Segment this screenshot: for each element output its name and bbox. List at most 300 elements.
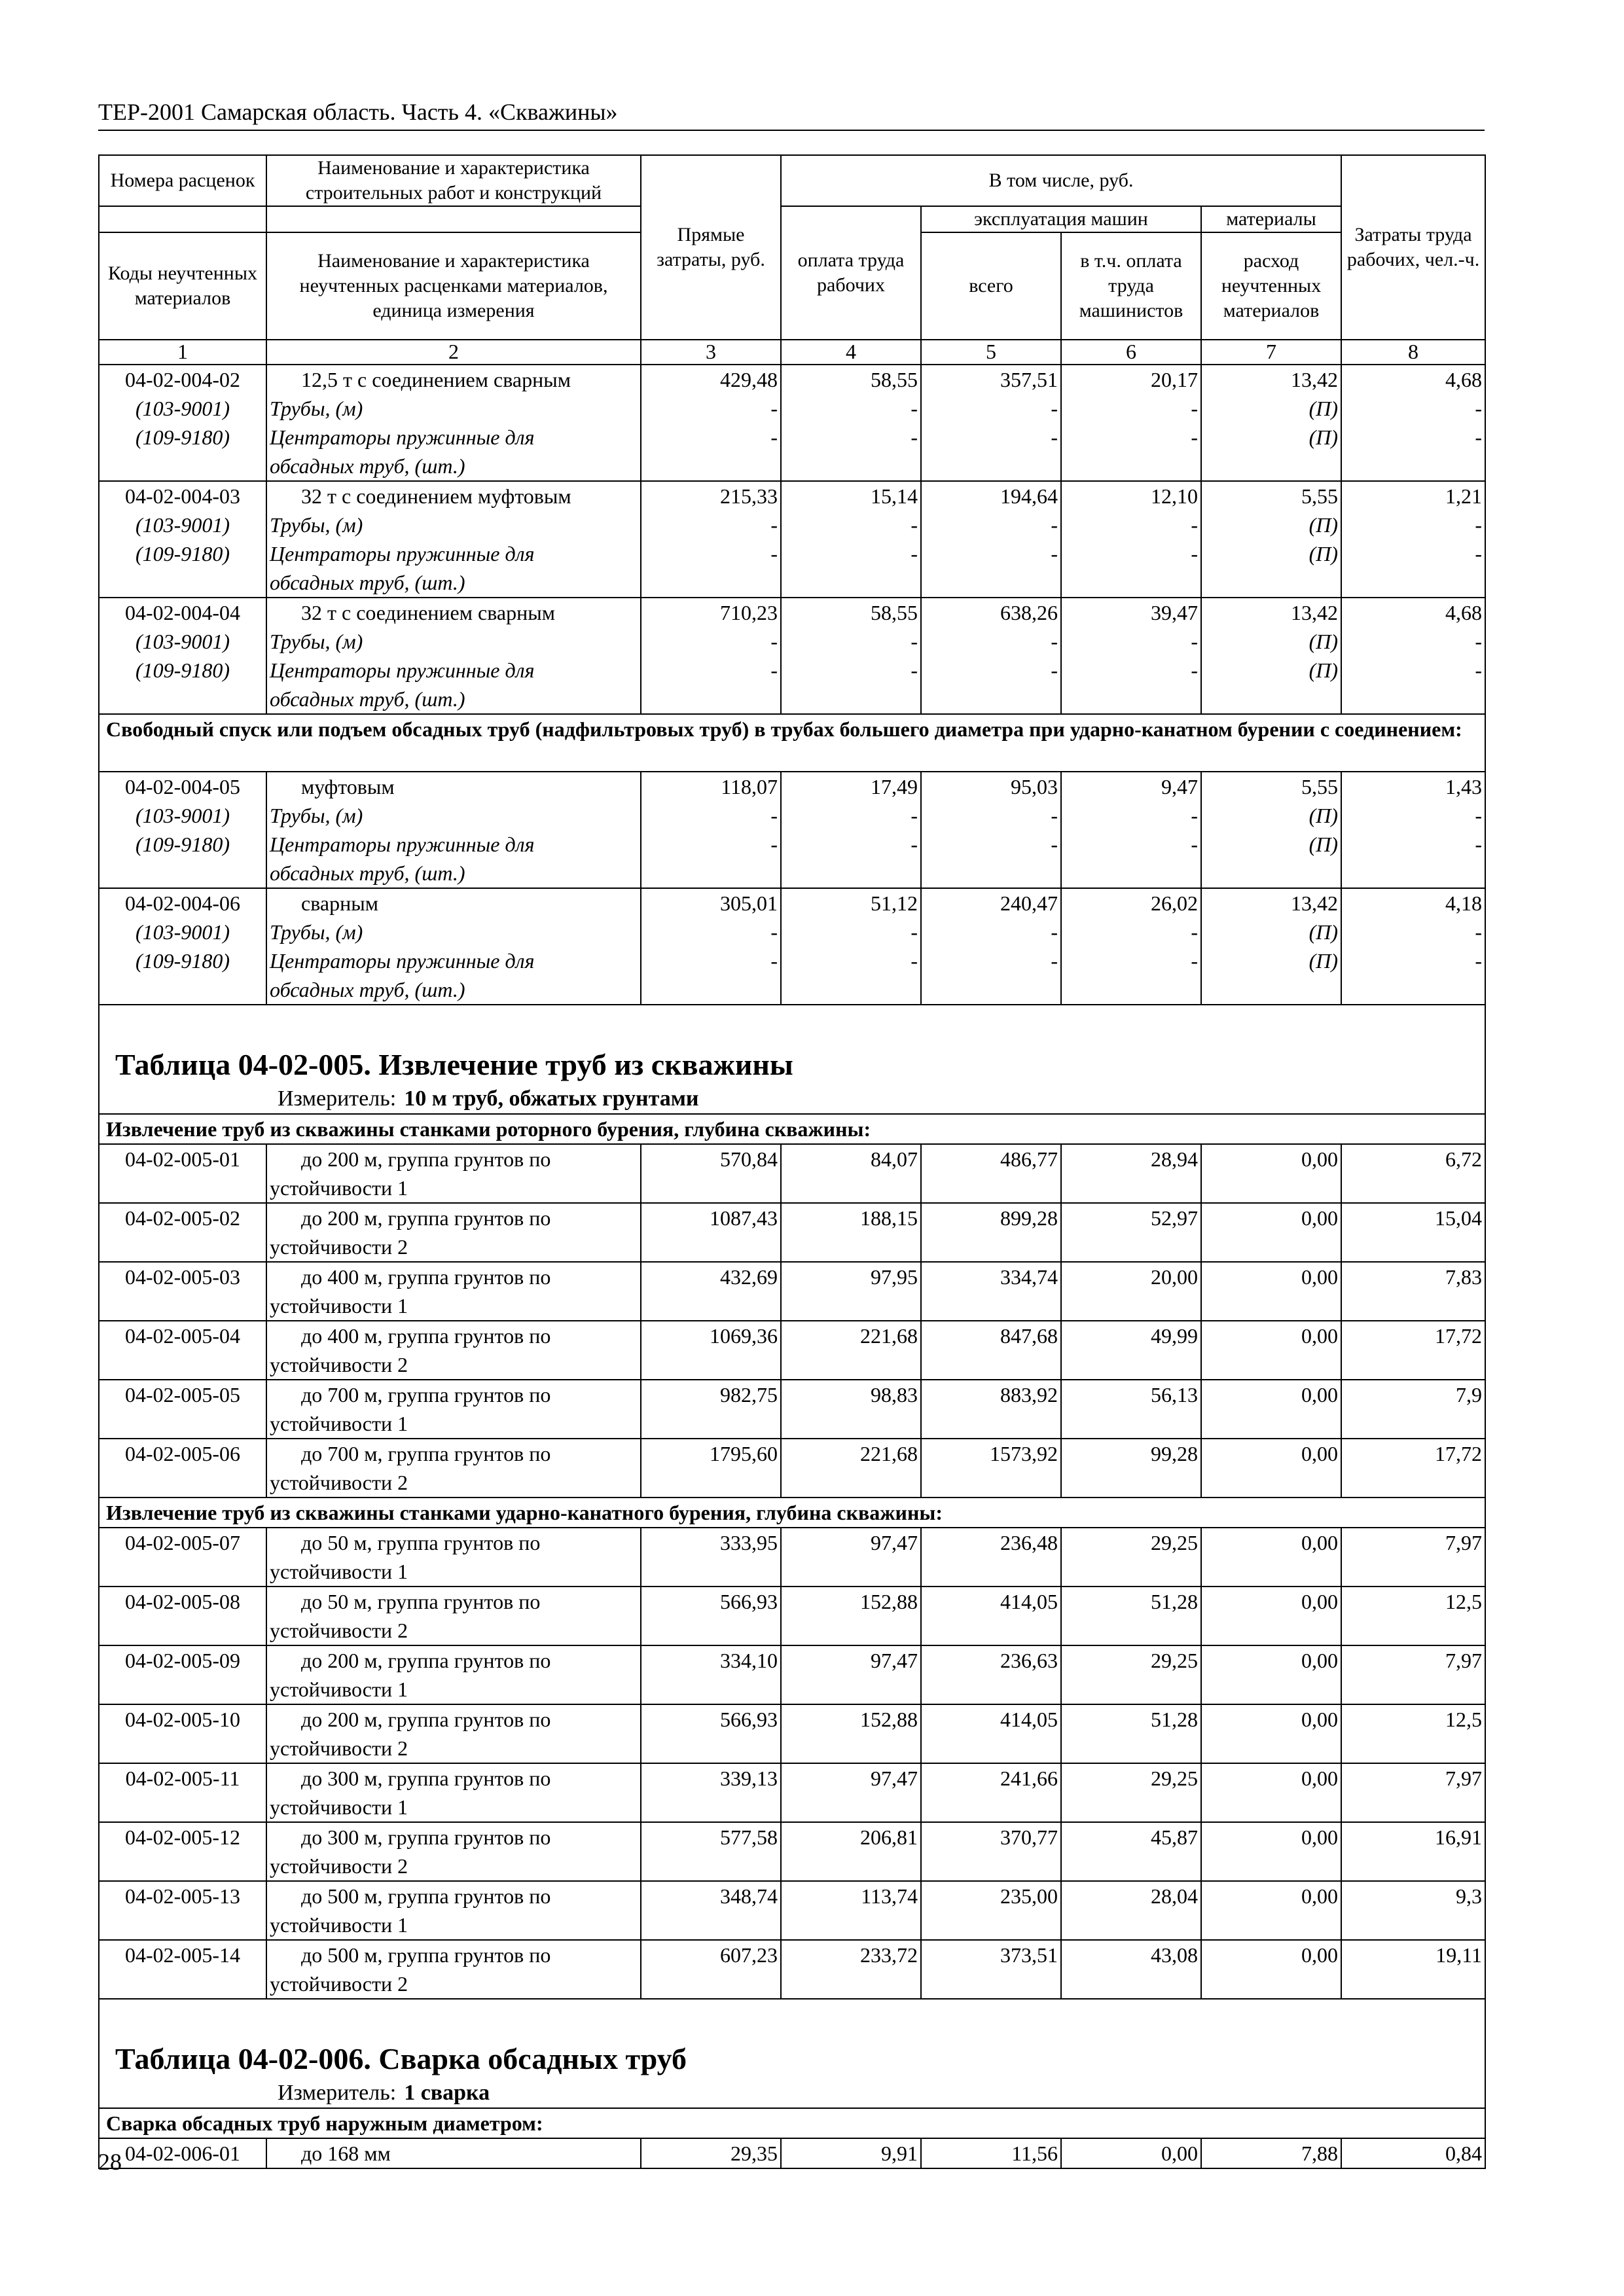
empty-cell [921, 1350, 1061, 1380]
labor-cost-cell: - [1341, 801, 1485, 830]
materials-cell: (П) [1201, 801, 1341, 830]
direct-cost-cell: 982,75 [641, 1380, 781, 1409]
empty-cell [921, 975, 1061, 1005]
material-code: (109-9180) [99, 539, 266, 568]
labor-cost-cell: 6,72 [1341, 1144, 1485, 1174]
empty-cell [1061, 1793, 1201, 1822]
materials-cell: 0,00 [1201, 1439, 1341, 1468]
empty-cell [781, 685, 921, 714]
direct-cost-cell: - [641, 627, 781, 656]
empty-cell [99, 1174, 266, 1203]
empty-cell [921, 1910, 1061, 1940]
col-header-labor-pay: оплата труда рабочих [781, 206, 921, 340]
empty-cell [99, 1232, 266, 1262]
empty-cell [1341, 1468, 1485, 1498]
machine-driver-pay-cell: - [1061, 539, 1201, 568]
labor-pay-cell: - [781, 801, 921, 830]
empty-cell [99, 1468, 266, 1498]
machine-driver-pay-cell: 39,47 [1061, 598, 1201, 627]
machines-total-cell: 240,47 [921, 888, 1061, 918]
machines-total-cell: - [921, 394, 1061, 423]
rate-code: 04-02-005-04 [99, 1321, 266, 1350]
labor-pay-cell: 152,88 [781, 1587, 921, 1616]
page-header: ТЕР-2001 Самарская область. Часть 4. «Скважины» [98, 99, 618, 125]
material-code: (109-9180) [99, 423, 266, 452]
empty-cell [1341, 568, 1485, 598]
machines-total-cell: 236,63 [921, 1645, 1061, 1675]
empty-cell [641, 1969, 781, 1999]
machine-driver-pay-cell: 45,87 [1061, 1822, 1201, 1852]
machines-total-cell: 883,92 [921, 1380, 1061, 1409]
empty-cell [1201, 1852, 1341, 1881]
direct-cost-cell: - [641, 423, 781, 452]
material-name: обсадных труб, (шт.) [266, 859, 641, 888]
table-row [99, 2138, 1485, 2168]
rate-name: до 400 м, группа грунтов по [266, 1321, 641, 1350]
section-row [99, 1498, 1485, 1528]
machines-total-cell: 414,05 [921, 1704, 1061, 1734]
machine-driver-pay-cell: 29,25 [1061, 1528, 1201, 1557]
materials-cell: 0,00 [1201, 1940, 1341, 1969]
labor-pay-cell: 58,55 [781, 365, 921, 394]
machines-total-cell: - [921, 946, 1061, 975]
table-row [99, 1822, 1485, 1852]
material-name: обсадных труб, (шт.) [266, 975, 641, 1005]
rate-name-continued: устойчивости 1 [266, 1291, 641, 1321]
column-numbers-row [99, 340, 1485, 365]
empty-cell [641, 452, 781, 481]
labor-pay-cell: - [781, 511, 921, 539]
table-row [99, 481, 1485, 511]
material-row [99, 656, 1485, 685]
empty-cell [99, 975, 266, 1005]
col-header-machines: эксплуатация машин [921, 206, 1201, 232]
rate-code: 04-02-004-02 [99, 365, 266, 394]
materials-cell: 0,00 [1201, 1587, 1341, 1616]
direct-cost-cell: 118,07 [641, 772, 781, 801]
machine-driver-pay-cell: 49,99 [1061, 1321, 1201, 1350]
rate-name: до 300 м, группа грунтов по [266, 1763, 641, 1793]
col-header-machines-total: всего [921, 232, 1061, 340]
empty-cell [641, 1557, 781, 1587]
machines-total-cell: 847,68 [921, 1321, 1061, 1350]
col-header-labor-costs: Затраты труда рабочих, чел.-ч. [1341, 155, 1485, 340]
material-name: Трубы, (м) [266, 627, 641, 656]
empty-cell [1341, 1616, 1485, 1645]
empty-cell [921, 1675, 1061, 1704]
empty-cell [1061, 1910, 1201, 1940]
rate-name: до 200 м, группа грунтов по [266, 1203, 641, 1232]
rate-name: до 50 м, группа грунтов по [266, 1528, 641, 1557]
rate-name: до 700 м, группа грунтов по [266, 1439, 641, 1468]
empty-cell [641, 1793, 781, 1822]
material-row [99, 423, 1485, 452]
empty-cell [781, 859, 921, 888]
machine-driver-pay-cell: - [1061, 627, 1201, 656]
section-heading: Сварка обсадных труб наружным диаметром: [99, 2108, 1485, 2138]
direct-cost-cell: 429,48 [641, 365, 781, 394]
machines-total-cell: 235,00 [921, 1881, 1061, 1910]
col-header-work-name: Наименование и характеристика строительных работ и конструкций [266, 155, 641, 206]
rate-name: сварным [266, 888, 641, 918]
column-number: 8 [1341, 340, 1485, 365]
rate-name-continued: устойчивости 1 [266, 1675, 641, 1704]
machines-total-cell: 1573,92 [921, 1439, 1061, 1468]
machines-total-cell: 95,03 [921, 772, 1061, 801]
labor-cost-cell: - [1341, 656, 1485, 685]
labor-pay-cell: 9,91 [781, 2138, 921, 2168]
rate-name: до 168 мм [266, 2138, 641, 2168]
machine-driver-pay-cell: - [1061, 394, 1201, 423]
empty-cell [641, 568, 781, 598]
rate-name: 12,5 т с соединением сварным [266, 365, 641, 394]
table-row [99, 1645, 1485, 1675]
material-name: обсадных труб, (шт.) [266, 452, 641, 481]
page-number: 28 [98, 2149, 122, 2175]
materials-cell: (П) [1201, 539, 1341, 568]
rate-name: до 200 м, группа грунтов по [266, 1144, 641, 1174]
labor-pay-cell: 97,47 [781, 1645, 921, 1675]
empty-cell [641, 1291, 781, 1321]
rate-code: 04-02-005-06 [99, 1439, 266, 1468]
empty-cell [99, 685, 266, 714]
empty-cell [641, 1910, 781, 1940]
empty-cell [1061, 1174, 1201, 1203]
empty-cell [1341, 975, 1485, 1005]
direct-cost-cell: 215,33 [641, 481, 781, 511]
labor-pay-cell: - [781, 918, 921, 946]
direct-cost-cell: 348,74 [641, 1881, 781, 1910]
table-row [99, 1881, 1485, 1910]
labor-cost-cell: 7,97 [1341, 1528, 1485, 1557]
empty-cell [781, 568, 921, 598]
empty-cell [641, 1675, 781, 1704]
labor-pay-cell: 152,88 [781, 1704, 921, 1734]
rate-name: муфтовым [266, 772, 641, 801]
labor-pay-cell: - [781, 539, 921, 568]
rate-name: до 200 м, группа грунтов по [266, 1704, 641, 1734]
empty-cell [1341, 859, 1485, 888]
empty-cell [641, 1350, 781, 1380]
spacer-row [99, 1999, 1485, 2011]
empty-cell [1201, 1675, 1341, 1704]
empty-cell [1341, 1793, 1485, 1822]
rate-name: до 300 м, группа грунтов по [266, 1822, 641, 1852]
machines-total-cell: 236,48 [921, 1528, 1061, 1557]
table-row [99, 1380, 1485, 1409]
labor-pay-cell: 188,15 [781, 1203, 921, 1232]
labor-cost-cell: 9,3 [1341, 1881, 1485, 1910]
empty-cell [781, 1350, 921, 1380]
materials-cell: 0,00 [1201, 1380, 1341, 1409]
material-name: Трубы, (м) [266, 511, 641, 539]
materials-cell: 13,42 [1201, 598, 1341, 627]
direct-cost-cell: 1087,43 [641, 1203, 781, 1232]
empty-cell [921, 568, 1061, 598]
empty-cell [1201, 568, 1341, 598]
table-row-continued [99, 1291, 1485, 1321]
column-number: 3 [641, 340, 781, 365]
empty-cell [99, 1969, 266, 1999]
column-number: 4 [781, 340, 921, 365]
direct-cost-cell: 710,23 [641, 598, 781, 627]
machines-total-cell: - [921, 656, 1061, 685]
table-row-continued [99, 1675, 1485, 1704]
empty-cell [1341, 1409, 1485, 1439]
material-name: Центраторы пружинные для [266, 423, 641, 452]
table-row-continued [99, 1616, 1485, 1645]
empty-cell [1061, 975, 1201, 1005]
empty-cell [1341, 685, 1485, 714]
empty-cell [1201, 1468, 1341, 1498]
materials-cell: (П) [1201, 511, 1341, 539]
col-header-machine-driver-pay: в т.ч. оплата труда машинистов [1061, 232, 1201, 340]
direct-cost-cell: 333,95 [641, 1528, 781, 1557]
empty-cell [921, 452, 1061, 481]
table-row-continued [99, 1852, 1485, 1881]
empty-cell [1201, 1174, 1341, 1203]
direct-cost-cell: 339,13 [641, 1763, 781, 1793]
table-row [99, 1144, 1485, 1174]
materials-cell: 0,00 [1201, 1144, 1341, 1174]
material-row [99, 394, 1485, 423]
table-row-continued [99, 1350, 1485, 1380]
direct-cost-cell: - [641, 918, 781, 946]
empty-cell [641, 1174, 781, 1203]
empty-cell [99, 1675, 266, 1704]
material-code: (109-9180) [99, 830, 266, 859]
table-title-row [99, 2011, 1485, 2079]
empty-cell [1201, 1910, 1341, 1940]
empty-cell [1061, 1616, 1201, 1645]
empty-cell [1341, 1350, 1485, 1380]
machines-total-cell: - [921, 918, 1061, 946]
labor-cost-cell: - [1341, 511, 1485, 539]
direct-cost-cell: - [641, 801, 781, 830]
material-row [99, 946, 1485, 975]
rate-name-continued: устойчивости 1 [266, 1557, 641, 1587]
rates-table [98, 154, 1486, 2169]
material-row [99, 627, 1485, 656]
labor-pay-cell: 84,07 [781, 1144, 921, 1174]
rate-code: 04-02-005-14 [99, 1940, 266, 1969]
empty-cell [781, 1675, 921, 1704]
rate-name-continued: устойчивости 2 [266, 1852, 641, 1881]
materials-cell: (П) [1201, 394, 1341, 423]
machines-total-cell: 334,74 [921, 1262, 1061, 1291]
material-row-continued [99, 975, 1485, 1005]
empty-cell [781, 1969, 921, 1999]
material-name: Трубы, (м) [266, 801, 641, 830]
empty-cell [1201, 1232, 1341, 1262]
table-row [99, 1439, 1485, 1468]
empty-cell [99, 1409, 266, 1439]
labor-cost-cell: - [1341, 394, 1485, 423]
rate-name-continued: устойчивости 2 [266, 1969, 641, 1999]
empty-cell [921, 1852, 1061, 1881]
materials-cell: 0,00 [1201, 1763, 1341, 1793]
table-row [99, 1587, 1485, 1616]
rate-code: 04-02-004-04 [99, 598, 266, 627]
table-row-continued [99, 1969, 1485, 1999]
machines-total-cell: - [921, 830, 1061, 859]
table-row [99, 1262, 1485, 1291]
machine-driver-pay-cell: 43,08 [1061, 1940, 1201, 1969]
rate-name-continued: устойчивости 1 [266, 1409, 641, 1439]
rate-code: 04-02-005-05 [99, 1380, 266, 1409]
labor-pay-cell: 98,83 [781, 1380, 921, 1409]
material-name: Центраторы пружинные для [266, 830, 641, 859]
table-row [99, 1704, 1485, 1734]
labor-cost-cell: - [1341, 918, 1485, 946]
rate-code: 04-02-005-11 [99, 1763, 266, 1793]
machines-total-cell: - [921, 539, 1061, 568]
labor-cost-cell: 7,97 [1341, 1763, 1485, 1793]
direct-cost-cell: 1069,36 [641, 1321, 781, 1350]
rate-name-continued: устойчивости 2 [266, 1616, 641, 1645]
rate-name: до 500 м, группа грунтов по [266, 1881, 641, 1910]
rate-name: до 500 м, группа грунтов по [266, 1940, 641, 1969]
labor-pay-cell: 97,95 [781, 1262, 921, 1291]
labor-cost-cell: 7,9 [1341, 1380, 1485, 1409]
empty-cell [1061, 1557, 1201, 1587]
section-heading: Извлечение труб из скважины станками ударно-канатного бурения, глубина скважины: [99, 1498, 1485, 1528]
machine-driver-pay-cell: 12,10 [1061, 481, 1201, 511]
labor-pay-cell: 97,47 [781, 1763, 921, 1793]
labor-cost-cell: 1,43 [1341, 772, 1485, 801]
machine-driver-pay-cell: 20,00 [1061, 1262, 1201, 1291]
labor-cost-cell: 12,5 [1341, 1587, 1485, 1616]
machines-total-cell: 357,51 [921, 365, 1061, 394]
empty-cell [641, 1852, 781, 1881]
empty-cell [921, 1969, 1061, 1999]
empty-cell [1201, 975, 1341, 1005]
col-header-materials: материалы [1201, 206, 1341, 232]
rate-name-continued: устойчивости 1 [266, 1910, 641, 1940]
table-row [99, 1940, 1485, 1969]
empty-cell [1201, 1409, 1341, 1439]
empty-cell [1341, 1910, 1485, 1940]
material-name: Трубы, (м) [266, 394, 641, 423]
machines-total-cell: - [921, 801, 1061, 830]
table-row [99, 365, 1485, 394]
materials-cell: (П) [1201, 946, 1341, 975]
empty-cell [1061, 452, 1201, 481]
empty-cell [781, 1734, 921, 1763]
direct-cost-cell: - [641, 946, 781, 975]
material-row [99, 801, 1485, 830]
machines-total-cell: 638,26 [921, 598, 1061, 627]
column-number: 1 [99, 340, 266, 365]
material-row-continued [99, 685, 1485, 714]
col-header-direct-costs: Прямые затраты, руб. [641, 155, 781, 340]
machines-total-cell: 899,28 [921, 1203, 1061, 1232]
column-number: 6 [1061, 340, 1201, 365]
machines-total-cell: - [921, 627, 1061, 656]
empty-cell [1201, 1557, 1341, 1587]
empty-cell [781, 1232, 921, 1262]
machine-driver-pay-cell: 20,17 [1061, 365, 1201, 394]
empty-cell [781, 1174, 921, 1203]
empty-cell [781, 1616, 921, 1645]
machine-driver-pay-cell: 0,00 [1061, 2138, 1201, 2168]
machine-driver-pay-cell: 29,25 [1061, 1645, 1201, 1675]
empty-cell [1341, 452, 1485, 481]
direct-cost-cell: - [641, 539, 781, 568]
rate-code: 04-02-004-05 [99, 772, 266, 801]
material-code: (103-9001) [99, 801, 266, 830]
empty-cell [1061, 1468, 1201, 1498]
table-measure-row [99, 1085, 1485, 1114]
empty-cell [921, 1734, 1061, 1763]
machine-driver-pay-cell: 26,02 [1061, 888, 1201, 918]
measure [99, 1085, 1485, 1114]
rate-name-continued: устойчивости 1 [266, 1793, 641, 1822]
empty-cell [1341, 1291, 1485, 1321]
section-heading: Свободный спуск или подъем обсадных труб (надфильтровых труб) в трубах большего диаметра при ударно-канатном бурении с соединением: [99, 714, 1485, 772]
spacer-row [99, 1005, 1485, 1016]
empty-cell [781, 1793, 921, 1822]
labor-pay-cell: 51,12 [781, 888, 921, 918]
labor-cost-cell: 16,91 [1341, 1822, 1485, 1852]
materials-cell: 0,00 [1201, 1704, 1341, 1734]
rate-name: 32 т с соединением сварным [266, 598, 641, 627]
section-row [99, 714, 1485, 772]
labor-cost-cell: - [1341, 539, 1485, 568]
labor-cost-cell: 1,21 [1341, 481, 1485, 511]
col-header-including: В том числе, руб. [781, 155, 1341, 206]
rate-code: 04-02-005-08 [99, 1587, 266, 1616]
empty-cell [1061, 1852, 1201, 1881]
empty-cell [1201, 1350, 1341, 1380]
labor-pay-cell: 206,81 [781, 1822, 921, 1852]
labor-cost-cell: 15,04 [1341, 1203, 1485, 1232]
rate-code: 04-02-005-12 [99, 1822, 266, 1852]
materials-cell: 5,55 [1201, 481, 1341, 511]
empty-cell [781, 1468, 921, 1498]
material-name: обсадных труб, (шт.) [266, 568, 641, 598]
empty-cell [1341, 1232, 1485, 1262]
direct-cost-cell: 577,58 [641, 1822, 781, 1852]
empty-cell [99, 1734, 266, 1763]
labor-cost-cell: 7,83 [1341, 1262, 1485, 1291]
col-header-rate-numbers: Номера расценок [99, 155, 266, 206]
machines-total-cell: - [921, 511, 1061, 539]
empty-cell [1061, 1350, 1201, 1380]
materials-cell: 0,00 [1201, 1203, 1341, 1232]
material-row [99, 830, 1485, 859]
empty-cell [1201, 685, 1341, 714]
empty-cell [641, 1616, 781, 1645]
empty-cell [921, 1232, 1061, 1262]
material-row [99, 511, 1485, 539]
empty-cell [781, 1409, 921, 1439]
empty-cell [99, 1291, 266, 1321]
labor-pay-cell: 15,14 [781, 481, 921, 511]
direct-cost-cell: 570,84 [641, 1144, 781, 1174]
direct-cost-cell: 432,69 [641, 1262, 781, 1291]
empty-cell [921, 1793, 1061, 1822]
machines-total-cell: 414,05 [921, 1587, 1061, 1616]
empty-cell [1341, 1557, 1485, 1587]
empty-cell [1061, 1232, 1201, 1262]
machines-total-cell: 11,56 [921, 2138, 1061, 2168]
empty-cell [1061, 1675, 1201, 1704]
column-number: 7 [1201, 340, 1341, 365]
labor-pay-cell: - [781, 423, 921, 452]
measure-value: 10 м труб, обжатых грунтами [404, 1086, 699, 1111]
labor-cost-cell: - [1341, 627, 1485, 656]
